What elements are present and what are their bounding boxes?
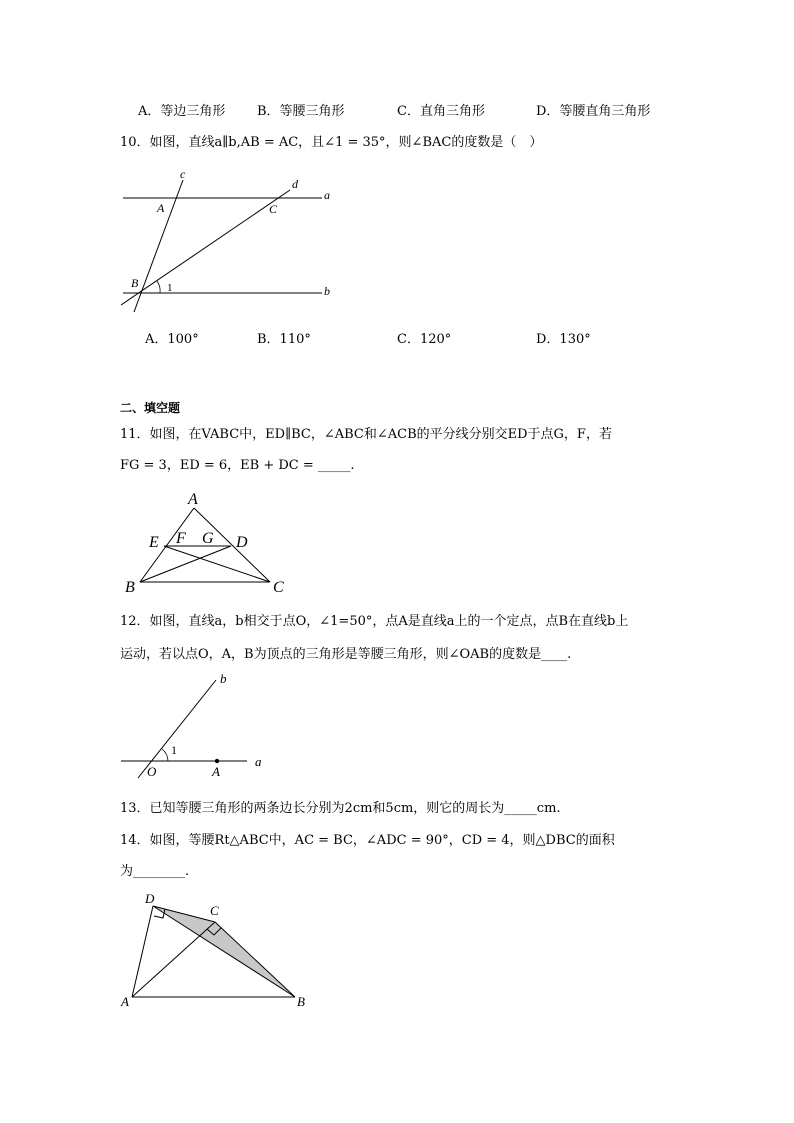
q11-label-D: D bbox=[236, 534, 248, 551]
q14-label-C: C bbox=[210, 903, 219, 918]
q9-option-b: B．等腰三角形 bbox=[257, 104, 345, 119]
q12-label-O: O bbox=[147, 764, 157, 779]
q10-label-c: c bbox=[180, 167, 186, 181]
q11-label-G: G bbox=[202, 530, 214, 547]
q11-line1: 11．如图，在VABC中，ED∥BC，∠ABC和∠ACB的平分线分别交ED于点G，F，若 bbox=[120, 427, 612, 442]
q10-option-d: D．130° bbox=[536, 332, 591, 347]
q12-label-A: A bbox=[212, 764, 220, 779]
q10-label-A: A bbox=[157, 201, 165, 215]
q10-option-b: B．110° bbox=[257, 332, 311, 347]
q10-label-a: a bbox=[324, 188, 330, 202]
q12-angle-1: 1 bbox=[171, 743, 177, 757]
q11-label-F: F bbox=[176, 530, 186, 547]
q10-label-b: b bbox=[324, 284, 330, 298]
q10-label-d: d bbox=[292, 177, 298, 191]
q11-label-E: E bbox=[149, 534, 159, 551]
section-2-title: 二、填空题 bbox=[120, 401, 181, 415]
q12-label-b: b bbox=[220, 671, 227, 686]
q10-option-a: A．100° bbox=[145, 332, 199, 347]
q12-line1: 12．如图，直线a，b相交于点O，∠1=50°，点A是直线a上的一个定点，点B在直线b上 bbox=[120, 614, 629, 629]
q13-text: 13．已知等腰三角形的两条边长分别为2cm和5cm，则它的周长为_____cm. bbox=[120, 801, 561, 816]
q10-angle-1: 1 bbox=[167, 282, 173, 294]
q12-label-a: a bbox=[255, 754, 262, 769]
q10-option-c: C．120° bbox=[397, 332, 452, 347]
q11-line2: FG = 3，ED = 6，EB + DC = _____. bbox=[120, 458, 355, 473]
q10-stem: 10．如图，直线a∥b,AB = AC，且∠1 = 35°，则∠BAC的度数是（ ） bbox=[120, 135, 543, 150]
q14-label-B: B bbox=[297, 994, 305, 1009]
q9-option-c: C．直角三角形 bbox=[397, 104, 485, 119]
q10-label-C: C bbox=[269, 202, 278, 216]
q12-line2: 运动，若以点O，A，B为顶点的三角形是等腰三角形，则∠OAB的度数是____. bbox=[120, 647, 572, 662]
q14-label-A: A bbox=[121, 994, 129, 1009]
q9-option-d: D．等腰直角三角形 bbox=[536, 104, 651, 119]
q14-label-D: D bbox=[145, 891, 155, 906]
q11-label-C: C bbox=[273, 579, 284, 596]
q14-line2: 为________. bbox=[120, 864, 190, 879]
q11-label-B: B bbox=[125, 579, 135, 596]
q9-option-a: A．等边三角形 bbox=[138, 104, 226, 119]
q10-label-B: B bbox=[131, 276, 139, 290]
q14-line1: 14．如图，等腰Rt△ABC中，AC = BC，∠ADC = 90°，CD = 4，则△DBC的面积 bbox=[120, 833, 615, 848]
q11-label-A: A bbox=[188, 491, 198, 508]
